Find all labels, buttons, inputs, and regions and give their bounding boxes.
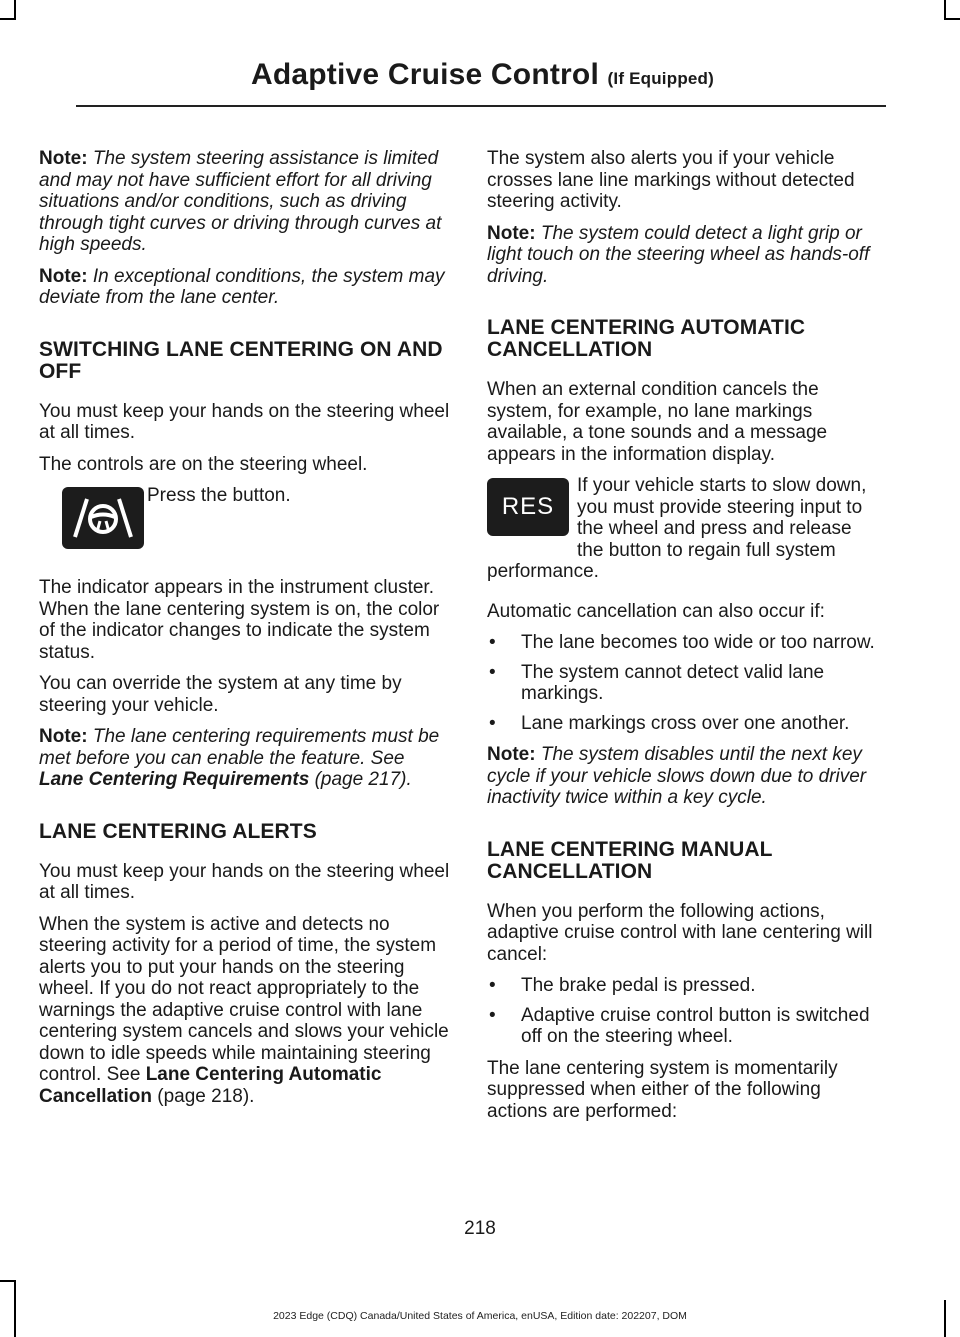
bullet-icon: • xyxy=(489,661,496,683)
right-column xyxy=(487,148,882,1132)
cross-reference-link[interactable]: Lane Centering Requirements xyxy=(39,769,310,790)
list-item-text: The brake pedal is pressed. xyxy=(521,975,756,996)
list-item-text: Lane markings cross over one another. xyxy=(521,712,850,734)
res-instruction-text: If your vehicle starts to slow down, you must provide steering input to the wheel and press and release the button to regain full system performance. xyxy=(487,475,867,582)
body-paragraph: When an external condition cancels the system, for example, no lane markings available, a tone sounds and a message appears in the information display. xyxy=(487,379,828,465)
page-reference: (page 218). xyxy=(157,1085,255,1107)
crop-mark xyxy=(0,1280,14,1282)
note-label: Note: xyxy=(487,744,536,765)
note-label: Note: xyxy=(39,265,88,287)
note-paragraph xyxy=(39,726,451,791)
page-number: 218 xyxy=(464,1218,496,1239)
crop-mark xyxy=(14,0,16,20)
body-paragraph xyxy=(39,914,451,1108)
page-reference: (page 217). xyxy=(314,769,412,790)
note-text: The system steering assistance is limited and may not have sufficient effort for all driving situations and/or conditions, such as driving through tight curves or driving through curves at high speeds. xyxy=(39,148,442,255)
list-item xyxy=(487,632,882,654)
page-header xyxy=(251,58,714,92)
crop-mark xyxy=(946,18,960,20)
body-paragraph: The system also alerts you if your vehicle crosses lane line markings without detected steering activity. xyxy=(487,148,855,212)
body-paragraph: The lane centering system is momentarily suppressed when either of the following actions are performed: xyxy=(487,1057,838,1122)
note-label: Note: xyxy=(39,148,88,169)
note-label: Note: xyxy=(487,222,536,244)
body-text: When the system is active and detects no steering activity for a period of time, the system alerts you to put your hands on the steering wheel. If you do not react appropriately to the warnings the adaptive cruise control with lane centering system cancels and slows your vehicle down to idle speeds while maintaining steering control. See xyxy=(39,913,449,1085)
crop-mark xyxy=(14,1280,16,1337)
note-text: In exceptional conditions, the system may deviate from the lane center. xyxy=(39,265,445,308)
list-item xyxy=(487,662,882,705)
crop-mark xyxy=(944,0,946,20)
section-heading: LANE CENTERING MANUAL CANCELLATION xyxy=(487,837,773,883)
note-text: The system could detect a light grip or light touch on the steering wheel as hands-off driving. xyxy=(487,222,870,287)
bullet-icon: • xyxy=(489,632,496,653)
body-paragraph: The controls are on the steering wheel. xyxy=(39,453,368,475)
body-paragraph: Automatic cancellation can also occur if: xyxy=(487,600,825,622)
page-footer: 2023 Edge (CDQ) Canada/United States of America, enUSA, Edition date: 202207, DOM xyxy=(273,1310,687,1322)
header-title-suffix: (If Equipped) xyxy=(607,69,714,88)
section-heading: SWITCHING LANE CENTERING ON AND OFF xyxy=(39,337,443,383)
note-label: Note: xyxy=(39,726,88,747)
lane-centering-icon xyxy=(62,487,144,549)
bullet-icon: • xyxy=(489,1004,496,1026)
crop-mark xyxy=(0,18,14,20)
body-paragraph: You must keep your hands on the steering wheel at all times. xyxy=(39,400,450,443)
note-paragraph xyxy=(487,223,882,288)
note-paragraph xyxy=(39,148,451,256)
lane-centering-icon-graphic xyxy=(71,495,135,541)
header-title: Adaptive Cruise Control xyxy=(251,58,599,91)
icon-instruction-text: Press the button. xyxy=(147,485,291,506)
section-heading: LANE CENTERING ALERTS xyxy=(39,819,317,843)
list-item xyxy=(487,975,882,997)
cross-reference-link[interactable]: Lane Centering Automatic Cancellation xyxy=(39,1064,382,1107)
list-item xyxy=(487,1005,882,1048)
list-item xyxy=(487,713,882,735)
bullet-icon: • xyxy=(489,975,496,996)
body-paragraph: The indicator appears in the instrument cluster. When the lane centering system is on, the color of the indicator changes to indicate the system status. xyxy=(39,577,440,663)
left-column xyxy=(39,148,451,1117)
list-item-text: The system cannot detect valid lane markings. xyxy=(521,661,825,704)
body-paragraph: You can override the system at any time by steering your vehicle. xyxy=(39,673,402,716)
note-paragraph xyxy=(487,744,882,809)
header-divider xyxy=(76,105,886,107)
bullet-icon: • xyxy=(489,712,496,734)
res-instruction xyxy=(487,475,882,583)
body-paragraph: You must keep your hands on the steering wheel at all times. xyxy=(39,860,450,903)
section-heading: LANE CENTERING AUTOMATIC CANCELLATION xyxy=(487,316,806,361)
note-text: The system disables until the next key cycle if your vehicle slows down due to driver inactivity twice within a key cycle. xyxy=(487,744,867,808)
icon-instruction xyxy=(39,485,451,551)
list-item-text: The lane becomes too wide or too narrow. xyxy=(521,632,875,653)
bullet-list xyxy=(487,975,882,1048)
note-paragraph xyxy=(39,266,451,309)
body-paragraph: When you perform the following actions, adaptive cruise control with lane centering will cancel: xyxy=(487,900,873,965)
list-item-text: Adaptive cruise control button is switched off on the steering wheel. xyxy=(521,1004,870,1047)
resume-button-icon: RES xyxy=(487,478,569,536)
bullet-list xyxy=(487,632,882,734)
note-text: The lane centering requirements must be met before you can enable the feature. See xyxy=(39,726,440,769)
